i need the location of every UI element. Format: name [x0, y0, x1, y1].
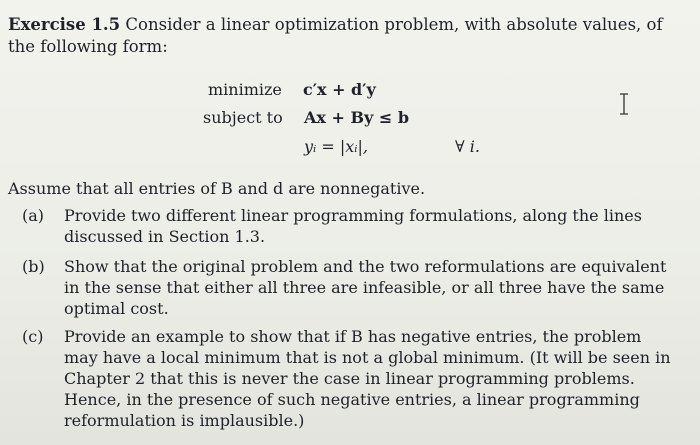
item-text: Provide two different linear programming formulations, along the lines discussed in Section 1.3.: [64, 206, 642, 246]
exercise-intro: [8, 14, 688, 58]
text-cursor-icon: [618, 93, 630, 115]
item-text: Show that the original problem and the two reformulations are equivalent in the sense that either all three are infeasible, or all three have the same optimal cost.: [64, 257, 667, 318]
item-tag: (a): [22, 206, 45, 225]
minimize-label: minimize: [208, 80, 282, 99]
item-tag: (b): [22, 257, 45, 276]
constraint-ax-by: Ax + By ≤ b: [304, 108, 410, 127]
item-tag: (c): [22, 327, 44, 346]
item-text: Provide an example to show that if B has negative entries, the problem may have a local minimum that is not a global minimum. (It will be seen in Chapter 2 that this is never the case in linear programming problems. Hence, in the presence of such negative entries, a linear programming reformulation is implausible.): [64, 327, 671, 430]
objective-expression: c′x + d′y: [303, 80, 376, 99]
exercise-body: [8, 178, 688, 430]
constraint-abs: yᵢ = |xᵢ|,: [304, 137, 368, 156]
subject-to-label: subject to: [203, 108, 283, 127]
exercise-intro-text: Consider a linear optimization problem, with absolute values, of the following form:: [8, 15, 663, 56]
exercise-label: Exercise 1.5: [8, 15, 121, 34]
for-all-quantifier: ∀ i.: [455, 137, 480, 156]
assumption-text: Assume that all entries of B and d are nonnegative.: [8, 179, 426, 198]
